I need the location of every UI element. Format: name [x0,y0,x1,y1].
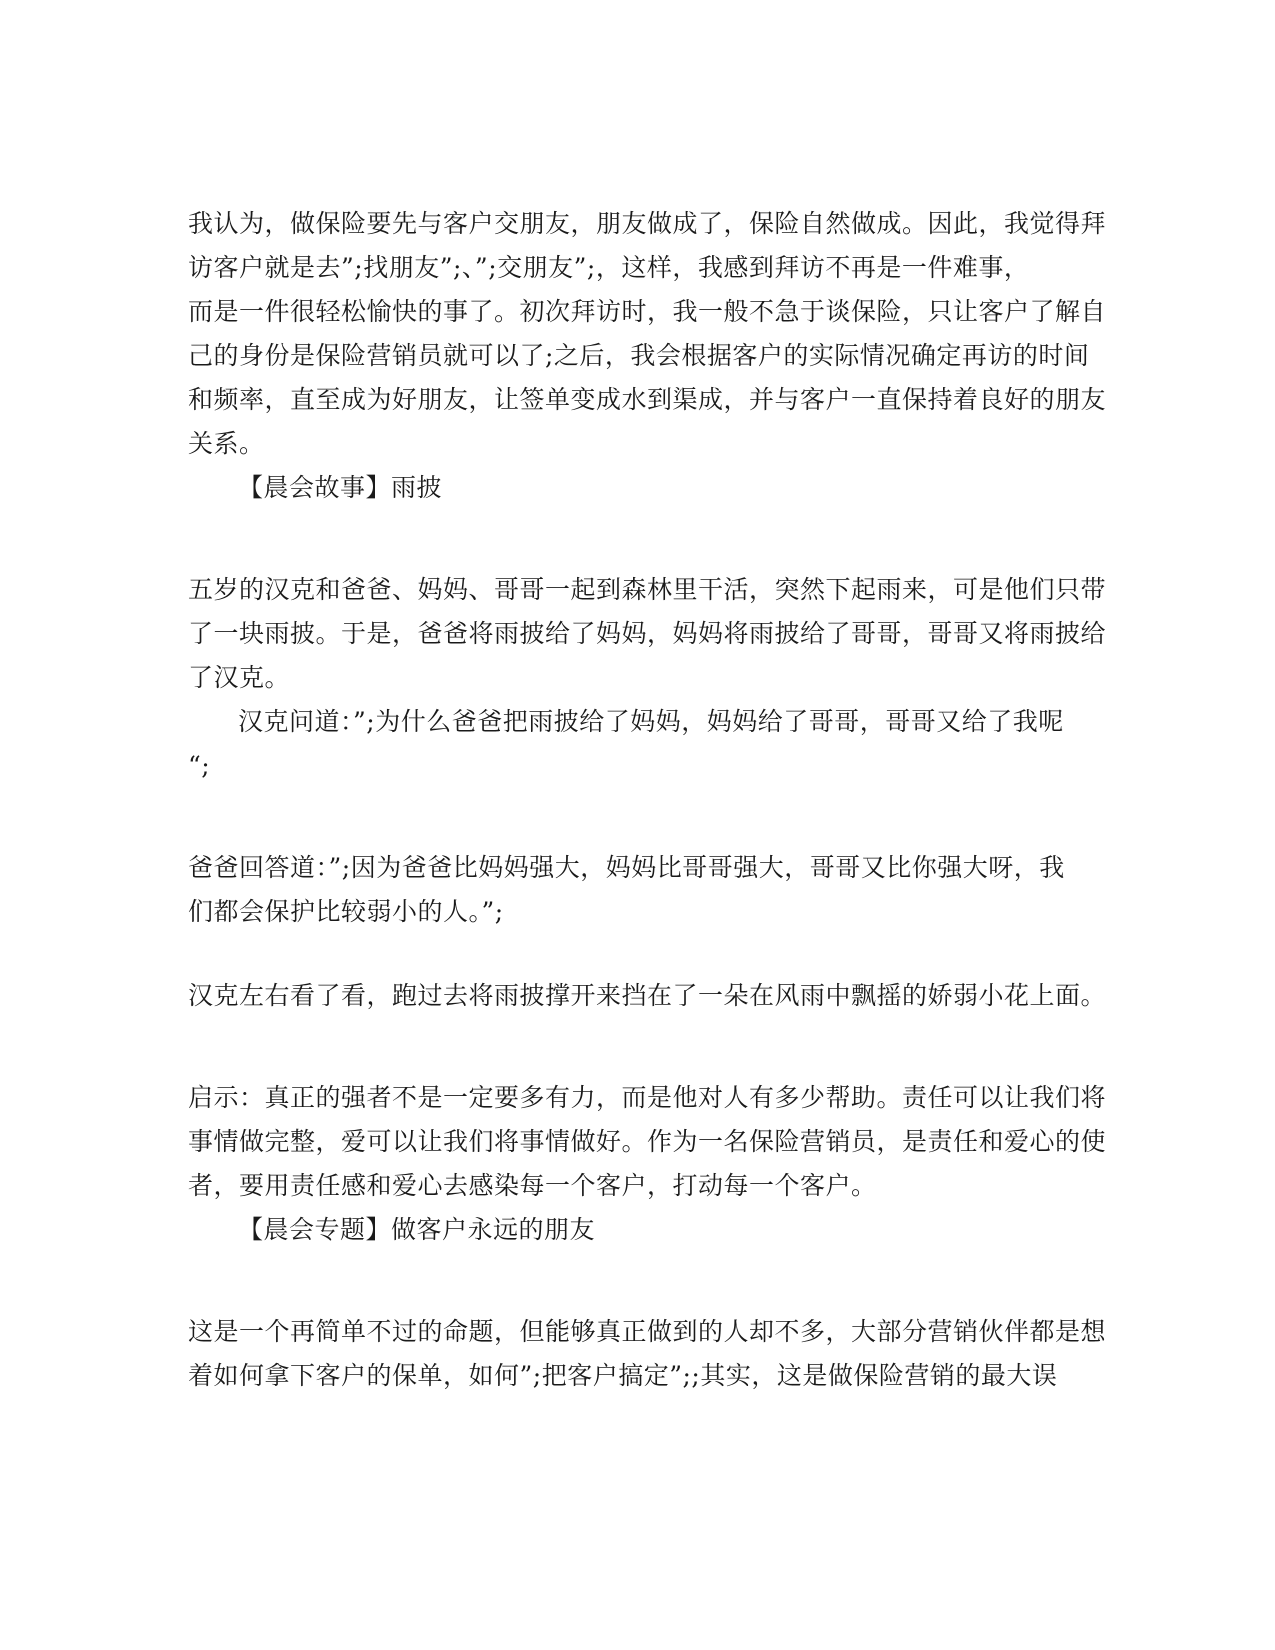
paragraph-line: 五岁的汉克和爸爸、妈妈、哥哥一起到森林里干活，突然下起雨来，可是他们只带 [188,575,1107,604]
section-heading-topic: 【晨会专题】做客户永远的朋友 [238,1215,596,1244]
paragraph-line: 了一块雨披。于是，爸爸将雨披给了妈妈，妈妈将雨披给了哥哥，哥哥又将雨披给 [188,619,1107,648]
paragraph-line: 关系。 [188,429,265,458]
paragraph-line: “; [188,751,211,780]
paragraph-line: 爸爸回答道：”;因为爸爸比妈妈强大，妈妈比哥哥强大，哥哥又比你强大呀，我 [188,853,1065,882]
paragraph-line: 汉克左右看了看，跑过去将雨披撑开来挡在了一朵在风雨中飘摇的娇弱小花上面。 [188,981,1107,1010]
paragraph-line: 事情做完整，爱可以让我们将事情做好。作为一名保险营销员，是责任和爱心的使 [188,1127,1107,1156]
paragraph-line: 我认为，做保险要先与客户交朋友，朋友做成了，保险自然做成。因此，我觉得拜 [188,209,1107,238]
paragraph-line: 这是一个再简单不过的命题，但能够真正做到的人却不多，大部分营销伙伴都是想 [188,1317,1107,1346]
paragraph-line: 汉克问道：”;为什么爸爸把雨披给了妈妈，妈妈给了哥哥，哥哥又给了我呢 [238,707,1064,736]
paragraph-line: 了汉克。 [188,663,291,692]
paragraph-line: 们都会保护比较弱小的人。”; [188,897,504,926]
paragraph-line: 而是一件很轻松愉快的事了。初次拜访时，我一般不急于谈保险，只让客户了解自 [188,297,1107,326]
paragraph-line: 着如何拿下客户的保单，如何”;把客户搞定”;;其实，这是做保险营销的最大误 [188,1361,1058,1390]
paragraph-line: 和频率，直至成为好朋友，让签单变成水到渠成，并与客户一直保持着良好的朋友 [188,385,1107,414]
paragraph-line: 启示：真正的强者不是一定要多有力，而是他对人有多少帮助。责任可以让我们将 [188,1083,1107,1112]
paragraph-line: 访客户就是去”;找朋友”;、”;交朋友”;，这样，我感到拜访不再是一件难事， [188,253,1030,282]
section-heading-story: 【晨会故事】雨披 [238,473,443,502]
paragraph-line: 己的身份是保险营销员就可以了;之后，我会根据客户的实际情况确定再访的时间 [188,341,1090,370]
paragraph-line: 者，要用责任感和爱心去感染每一个客户，打动每一个客户。 [188,1171,877,1200]
